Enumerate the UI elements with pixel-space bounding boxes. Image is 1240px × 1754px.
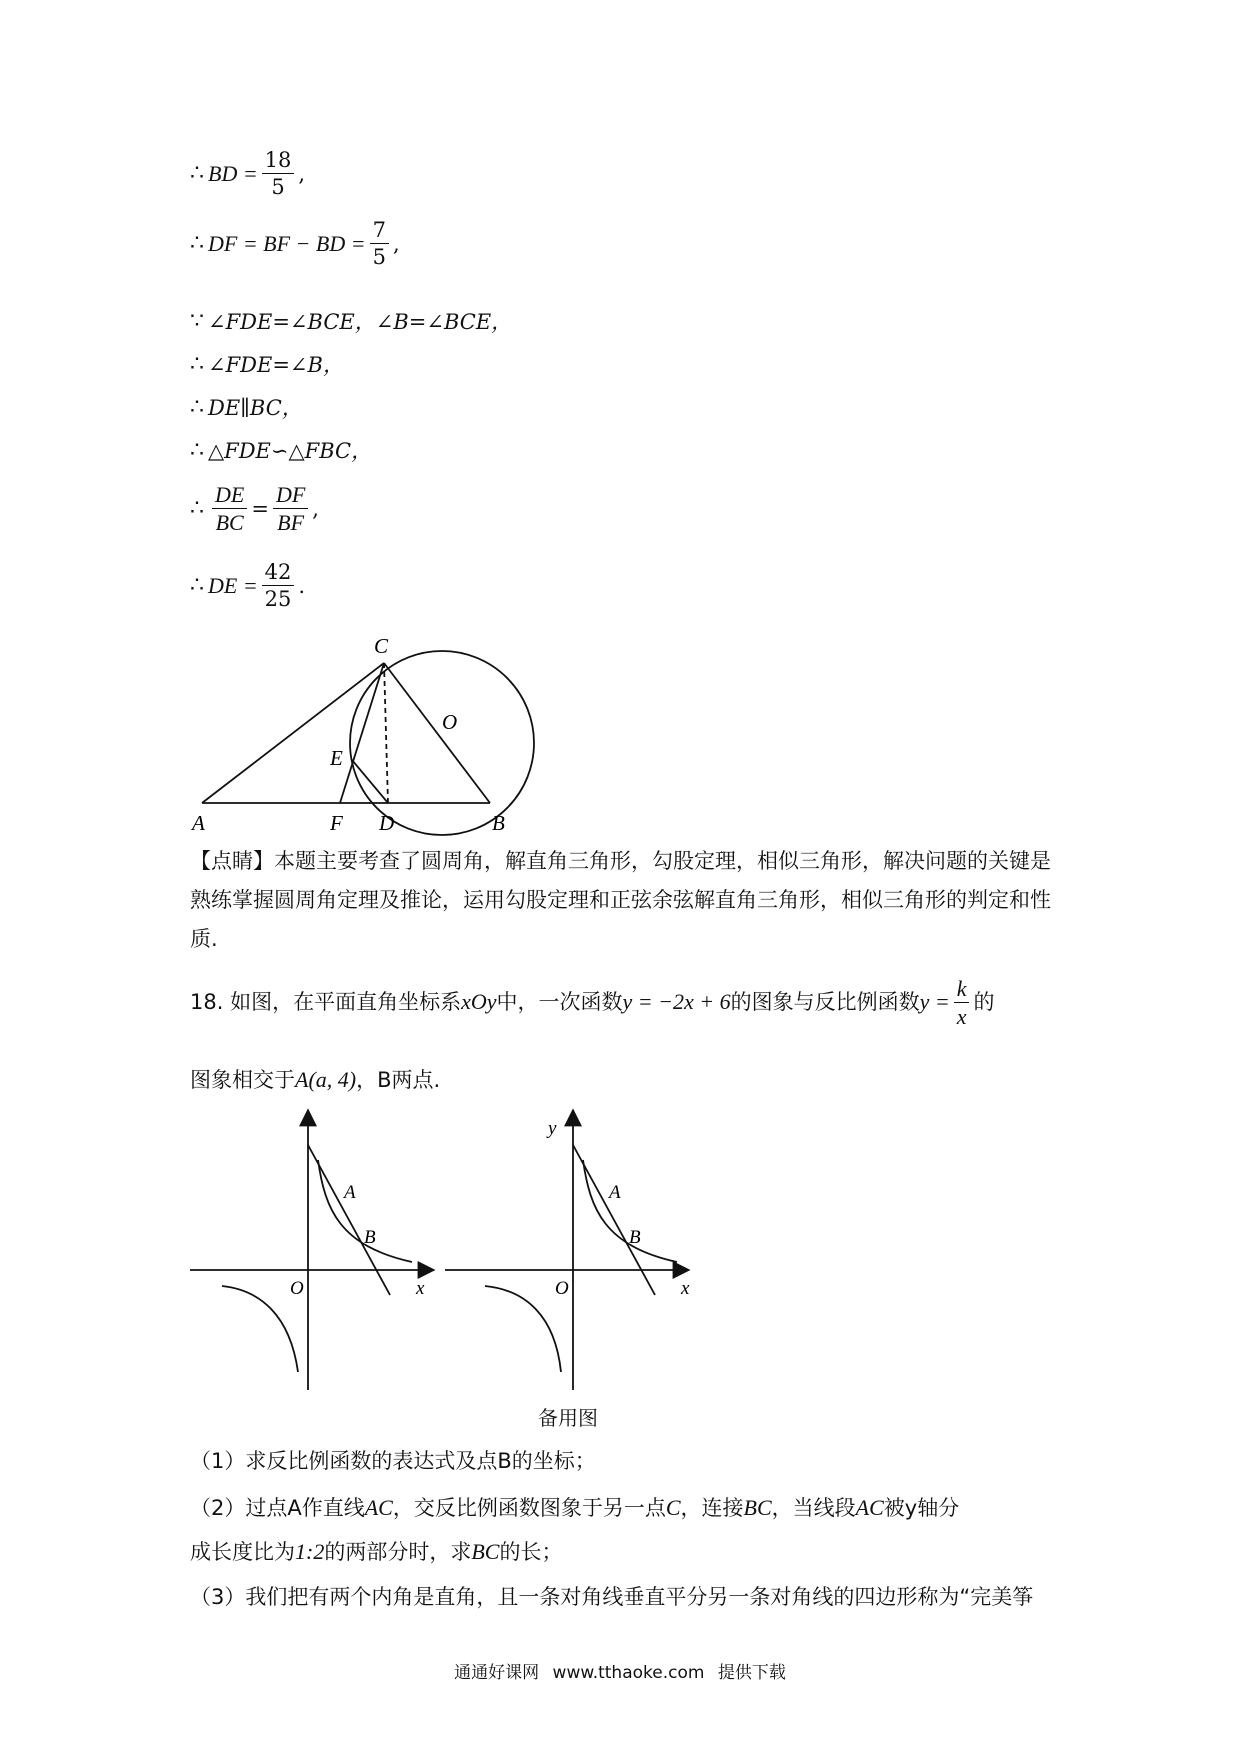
punct: , [298, 161, 306, 186]
label-a: A [192, 811, 205, 835]
segment-ed [352, 760, 388, 803]
label-c: C [374, 634, 389, 658]
stem-text: 成长度比为 [190, 1540, 295, 1564]
footer-url[interactable]: www.tthaoke.com [552, 1663, 705, 1683]
step-text: ∠FDE=∠B， [208, 353, 344, 377]
fraction [262, 560, 295, 611]
comment-paragraph: 【点睛】本题主要考查了圆周角，解直角三角形，勾股定理，相似三角形，解决问题的关键是熟练掌握圆周角定理及推论，运用勾股定理和正弦余弦解直角三角形，相似三角形的判定和性质. [190, 849, 1051, 951]
step-parallel [190, 392, 303, 422]
step-similar [190, 435, 372, 465]
punct: . [298, 573, 306, 598]
stem-text: 的两部分时，求 [324, 1540, 472, 1564]
stem-text: ，连接 [680, 1496, 744, 1520]
label-o: O [555, 1278, 569, 1299]
expr-lhs: DE = [208, 572, 258, 598]
because-symbol: ∵ [190, 308, 204, 334]
stem-text: 被y轴分 [883, 1496, 960, 1520]
fraction-denominator: 5 [271, 175, 285, 200]
therefore-symbol: ∴ [190, 496, 204, 522]
question-18 [190, 976, 1060, 1030]
hyperbola-lower-branch [222, 1286, 298, 1372]
label-a: A [609, 1182, 621, 1203]
stem-text: ，交反比例函数图象于另一点 [392, 1496, 666, 1520]
therefore-symbol: ∴ [190, 573, 204, 599]
hyperbola-lower-branch [485, 1286, 561, 1372]
step-text: △FDE∽△FBC， [208, 439, 373, 463]
step-ratio [190, 482, 319, 536]
math-c: C [665, 1495, 681, 1520]
fraction-denominator: BF [277, 510, 305, 536]
fraction-denominator: 25 [264, 587, 292, 612]
label-b: B [492, 811, 505, 835]
therefore-symbol: ∴ [190, 161, 204, 187]
therefore-symbol: ∴ [190, 437, 204, 463]
fraction-left [212, 482, 247, 536]
linear-function-line [308, 1145, 390, 1295]
math-bc: BC [743, 1495, 772, 1520]
label-b: B [629, 1227, 641, 1248]
step-de [190, 560, 305, 611]
question-18-line2 [190, 1060, 1060, 1100]
stem-text: ，当线段 [771, 1496, 856, 1520]
math-bc: BC [471, 1539, 500, 1564]
math-linear: y = −2x + 6 [622, 988, 731, 1014]
step-bd [190, 148, 305, 199]
circle-triangle-figure [180, 630, 560, 840]
fraction-denominator: BC [215, 510, 244, 536]
part-1: （1）求反比例函数的表达式及点B的坐标； [190, 1449, 596, 1473]
fraction-denominator: 5 [372, 245, 386, 270]
label-e: E [330, 746, 343, 770]
fraction [262, 148, 295, 199]
label-d: D [379, 811, 395, 835]
segment-cd-dashed [384, 663, 388, 803]
label-y: y [548, 1118, 557, 1139]
footer-note: 提供下载 [717, 1663, 786, 1683]
fraction [370, 218, 389, 269]
label-f: F [330, 811, 343, 835]
label-b: B [364, 1227, 376, 1248]
fraction-k-over-x [954, 976, 970, 1030]
stem-text: 图象相交于 [190, 1068, 295, 1092]
expr-lhs: BD = [208, 160, 258, 186]
segment-cb [384, 663, 490, 803]
math-ratio: 1:2 [295, 1539, 325, 1564]
step-text: ∠FDE=∠BCE，∠B=∠BCE， [208, 310, 513, 334]
step-text: DE∥BC， [208, 396, 303, 420]
part-3: （3）我们把有两个内角是直角，且一条对角线垂直平分另一条对角线的四边形称为“完美筝 [190, 1585, 1034, 1609]
linear-function-line [573, 1145, 655, 1295]
footer [0, 1658, 1240, 1683]
segment-ac [202, 663, 384, 803]
stem-text: 如图，在平面直角坐标系 [230, 989, 462, 1014]
graph-right [445, 1100, 695, 1400]
math-xoy: xOy [461, 988, 497, 1014]
math-ac: AC [364, 1495, 393, 1520]
question-number: 18. [190, 989, 224, 1014]
label-o: O [442, 710, 458, 734]
therefore-symbol: ∴ [190, 231, 204, 257]
math-point-a: A(a, 4) [295, 1067, 357, 1092]
stem-text: （2）过点A作直线 [190, 1496, 365, 1520]
segment-fc [340, 663, 384, 803]
fraction-numerator: DE [212, 482, 247, 509]
fraction-numerator: DF [273, 482, 308, 509]
stem-text: 的 [973, 989, 995, 1014]
fraction-numerator: 42 [262, 560, 295, 586]
part-2-line2 [190, 1532, 1060, 1572]
fraction-denominator: x [956, 1004, 967, 1030]
stem-text: 的图象与反比例函数 [730, 989, 920, 1014]
fraction-numerator: 7 [370, 218, 389, 244]
stem-text: 的长； [499, 1540, 563, 1564]
punct: , [312, 496, 319, 521]
stem-text: 中，一次函数 [496, 989, 623, 1014]
label-a: A [344, 1182, 356, 1203]
math-y-eq: y = [919, 988, 950, 1014]
therefore-symbol: ∴ [190, 394, 204, 420]
punct: , [392, 231, 400, 256]
part-2 [190, 1488, 1060, 1528]
figure-caption: 备用图 [538, 1406, 598, 1430]
fraction-right [273, 482, 308, 536]
step-df [190, 218, 400, 269]
equals-sign: = [251, 496, 269, 521]
step-angles [190, 306, 512, 336]
label-o: O [290, 1278, 304, 1299]
fraction-numerator: 18 [262, 148, 295, 174]
expr-lhs: DF = BF − BD = [208, 230, 366, 256]
footer-site: 通通好课网 [454, 1663, 540, 1683]
stem-text: ，B两点. [356, 1068, 441, 1092]
label-x: x [416, 1278, 425, 1299]
label-x: x [681, 1278, 690, 1299]
math-ac: AC [855, 1495, 884, 1520]
circle-o [350, 651, 534, 835]
fraction-numerator: k [954, 976, 970, 1003]
graph-left [190, 1100, 440, 1400]
step-angle-eq [190, 349, 344, 379]
therefore-symbol: ∴ [190, 351, 204, 377]
